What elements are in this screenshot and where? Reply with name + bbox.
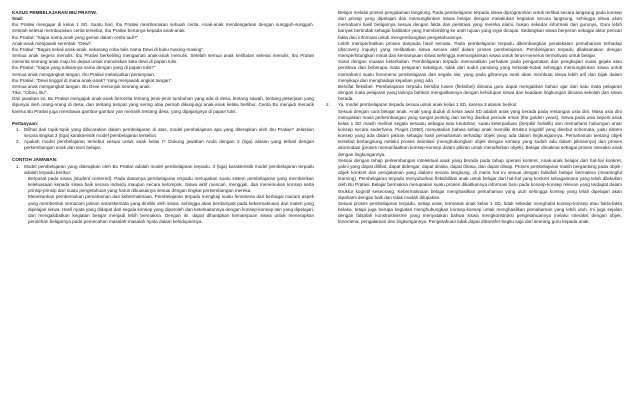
answer-paragraph: Berpusat pada siswa (student centered). Pada dasarnya pembelajaran terpadu merupakan suatu sistem pembelajaran yang memberikan keleluasaan kepada siswa baik secara individu maupun secara kelompok. Siswa aktif mencari, menggali, dan menemukan konsep serta prinsip-prinsip dari suatu pengetahuan yang harus dikuasainya sesuai dengan tingkat perkembangan mereka.	[28, 175, 314, 194]
left-column	[12, 10, 314, 225]
story-paragraph: Dari jawaban ini, Bu Pratiwi mengajak anak-anak bercerita tentang jenis-jenis tumbuhan yang ada di desa, tentang sawah, tentang pekerjaan yang dipunyai oleh orang-orang di desa, dan tentang tempat yang sering atau pernah dikunjungi anak-anak ketika berlibur. Cerita Bu menjadi menarik karena Bu Pratiwi juga membawa gambar-gambar yan menarik tentang desa, yang dipajangnya di papan tulis.	[12, 96, 314, 114]
list-number: 1.	[16, 126, 20, 132]
story-paragraph: Ibu Pratiwi mengajar di kelas 1 SD. Suatu hari, Ibu Pratiwi membacakan sebuah cerita. Anak-anak mendengarkan dengan sungguh-sungguh. Setelah selesai membacakan cerita tersebut, Ibu Pratiwi bertanya kepada anak-anak.	[12, 22, 314, 34]
answer-paragraph: Sesuai dengan cara belajar anak. Anak yang duduk di kelas awal SD adalah anak yang berada pada rentangan usia dini. Masa usia dini merupakan masa perkembangan yang sangat penting dan sering disebut periode emas (the golden years). Siswa pada usia seperti anak kelas 1 SD masih melihat segala sesuatu sebagai satu keutuhan, suatu keterpaduan (berpikir holistik) dan memahami hubungan antar konsep secara sederhana. Piaget (1950) menyatakan bahwa setiap anak memiliki struktur kognitif yang disebut schemata, yaitu sistem konsep yang ada dalam pikiran sebagai hasil pemahaman terhadap objek yang ada dalam lingkungannya. Pemahaman tentang objek tersebut berlangsung melalui proses asimilasi (menghubungkan objek dengan konsep yang sudah ada dalam pikirannya) dan proses akomodasi (proses memanfaatkan konsep-konsep dalam pikiran untuk menafsirkan objek). Belajar dimaknai sebagai proses interaksi anak dengan lingkungannya.	[338, 108, 622, 157]
answer-text: Model pembelajaran yang diterapkan oleh Bu Pratiwi adalah model pembelajaran terpadu. 3 (tiga) karakteristik model pembelajaran terpadu adalah terpadu berikut:	[24, 163, 314, 175]
answer-list	[322, 102, 622, 108]
answer-paragraph: Bersifat fleksibel. Pembelajaran terpadu bersifat luwes (fleksibel) dimana guru dapat mengaitkan bahan ajar dari satu mata pelajaran dengan mata pelajaran yang lainnya bahkan mengaitkannya dengan kehidupan siswa dan keadaan lingkungan dimana sekolah dan siswa berada.	[338, 83, 622, 102]
document-title: KASUS PEMBELAJARAN IBU PRATIW.	[12, 10, 97, 15]
answer-item	[12, 164, 314, 176]
story-line: Anak-anak menjawab serentak: "Dewi".	[12, 40, 93, 46]
story-line: Semua anak mengangkat tangan. Bu Dewi menunjuk seorang anak.	[12, 83, 151, 89]
question-text: Apakah model pembelajaran tersebut sesuai untuk anak kelas I? Dukung jawaban Anda dengan 3 (tiga) alasan yang terkait dengan perkembangan anak dan teori belajar.	[24, 139, 314, 151]
answer-paragraph: Sesuai dengan tahap perkembangan intelektual anak yang berada pada tahap operasi konkret. Anak-anak belajar dari hal-hal konkret, yakni yang dapat dilihat, dapat didengar, dapat diraba, dapat dirasa, dan dapat diisap. Proses pembelajaran masih bergantung pada objek-objek konkret dan pengalaman yang dialami secara langsung, di mana hal ini sesuai dengan falsafah belajar bermakna (meaningful learning). Pembelajaran terpadu menyuburkan fleksibilitas anak untuk belajar dari hal-hal yang konkret sebagaimana yang telah dilakukan oleh Bu Pratiwi. Belajar bermakna merupakan suatu proses dikaitkannya informasi baru pada konsep-konsep relevan yang terdapat dalam struktur kognitif seseorang. Kebermaknaan belajar menghasilkan pemahaman yang utuh sehingga konsep yang telah dipelajari akan dipahami dengan baik dan tidak mudah dilupakan.	[338, 157, 622, 200]
story-line: Ibu Pratiwi: "Siapa nama anak yang gemar dalam cerita tadi?"	[12, 34, 139, 40]
story-line: Ibu Pratiwi: "Siapa yang tulisannya sama dengan yang di papan tulis?"	[12, 65, 156, 71]
list-number: 2.	[326, 102, 330, 108]
contoh-jawaban-heading: CONTOH JAWABAN:	[12, 157, 58, 163]
answer-paragraph: Belajar melalui proses pengalaman langsung. Pada pembelajaran terpadu siswa diprogramkan untuk terlibat secara langsung pada konsep dan prinsip yang dipelajari dan memungkinkan siswa belajar dengan melakukan kegiatan secara langsung, sehingga siswa akan memahami hasil belajarnya sesuai dengan fakta dan peristiwa yang mereka alami, bukan sekedar informasi dari gurunya. Guru lebih banyak bertindak sebagai fasilitator yang membimbing ke arah tujuan yang ingin dicapai. Sedangkan siswa berperan sebagai aktor pencari fakta dan informasi untuk mengembangkan pengetahuannya.	[338, 10, 622, 40]
story-line: Ibu Pratiwi: "Dewi tinggal di mana anak-anak? Yang menjawab angkat tangan".	[12, 77, 173, 83]
answer-paragraph: Sesuai proses pembelajaran terpadu, setiap anak, termasuk anak kelas 1 SD, tidak sekedar menghafal konsep-konsep atau fakta-fakta belaka, tetapi juga berupa kegiatan menghubungkan konsep-konsep untuk menghasilkan pemahaman yang lebih utuh. Ini juga sejalan dengan falsafah konstruktivisme yang menyatakan bahwa siswa mengkonstruksi pengetahuannya melalui interaksi dengan objek, fenomena, pengalaman dan lingkungannya. Pengetahuan tidak dapat ditransfer begitu saja dari seorang guru kepada anak.	[338, 200, 622, 225]
story-paragraph: Semua anak segera menulis. Ibu Pratiwi berkeliling mengamati anak-anak menulis. Setelah semua anak kelihatan selesai menulis, Ibu Pratiwi meminta seorang anak maju ke depan untuk menuliskan kata dewi di papan tulis.	[12, 53, 314, 65]
soal-heading: Soal:	[12, 16, 24, 22]
answer-item	[322, 102, 622, 108]
question-list	[12, 127, 314, 152]
answer-paragraph: Lebih memperhatikan proses daripada hasil semata. Pada pembelajaran terpadu dikembangkan pendekatan pemahaman terhadap (discovery inquiry) yang melibatkan siswa secara aktif dalam proses pembelajaran. Pembelajaran terpadu dilaksanakan dengan memperhitungkan minat dan kemampuan siswa sehingga memungkinkan siswa untuk terus-menerus termotivasi untuk belajar.	[338, 40, 622, 59]
story-line: Semua anak mengangkat tangan. Ibu Pratiwi melanjutkan pertanyaan.	[12, 71, 156, 77]
question-item	[12, 139, 314, 151]
list-number: 1.	[16, 163, 20, 169]
answer-paragraph: Menekankan pembentukan pemahaman dan kebermaknaan. Pembelajaran terpadu mengkaji suatu fenomena dari berbagai macam aspek yang membentuk semacam jalinan antarskemata yang dimiliki oleh siswa, sehingga akan berdampak pada kebermaknaan dari materi yang dipelajari siswa. Hasil nyata yang didapat dari segala konsep yang diperoleh dan keterkaitannya dengan konsep-konsep lain yang dipelajari, dan mengakibatkan kegiatan belajar menjadi lebih bermakna. Dengan ini, dapat diharapkan kemampuan siswa untuk menerapkan perolehan belajarnya pada pemecahan masalah-masalah nyata dalam kehidupannya.	[28, 194, 314, 224]
right-column	[322, 10, 622, 225]
answer-text: Ya, model pembelajaran terpadu sesuai untuk anak kelas 1 SD, karena 3 alasan berikut	[338, 102, 517, 108]
pertanyaan-heading: Pertanyaan:	[12, 120, 39, 126]
story-line: Ibu Pratiwi: "Bagus sekali anak-anak, sekarang coba tulis nama Dewi di buku masing-masing".	[12, 46, 205, 52]
answer-list	[12, 164, 314, 176]
question-item	[12, 127, 314, 139]
list-number: 2.	[16, 139, 20, 145]
question-text: Dilihat dari topik-topik yang dibicarakan dalam pembelajaran di atas, model pembelajaran apa yang diterapkan oleh Ibu Pratiwi? Jelaskan secara singkat 3 (tiga) karakteristik model pembelajaran tersebut.	[24, 126, 314, 138]
answer-paragraph: Sarat dengan muatan keterkaitan. Pembelajaran terpadu memusatkan perhatian pada pengamatan dan pengkajian suatu gejala atau peristiwa dari beberapa mata pelajaran sekaligus, tidak dari sudut pandang yang terkotak-kotak sehingga memungkinkan siswa untuk memahami suatu fenomena pembelajaran dari segala sisi, yang pada gilirannya nanti akan membuat siswa lebih arif dan bijak dalam menyikapi dan menghadapi kejadian yang ada.	[338, 59, 622, 83]
story-line: Tika: "Cibiru, Bu".	[12, 90, 48, 96]
